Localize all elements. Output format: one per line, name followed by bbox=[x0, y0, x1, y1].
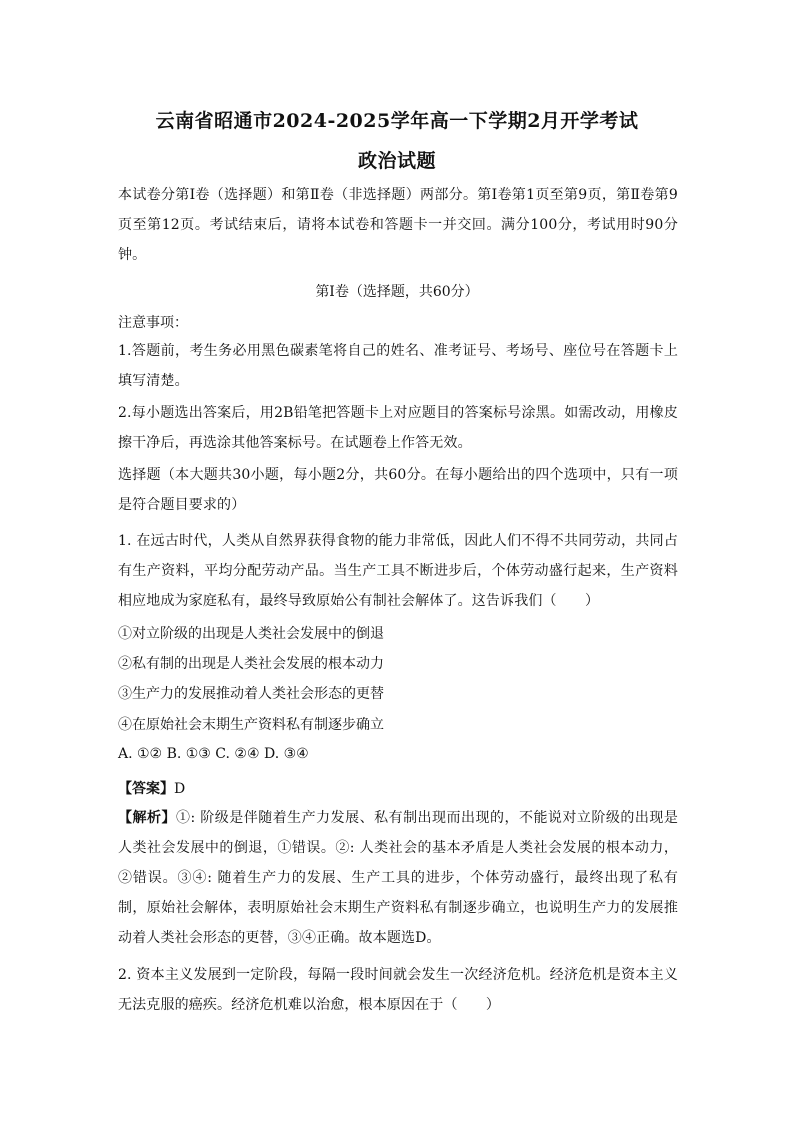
question-1-answer bbox=[118, 778, 185, 798]
note-item-2: 2.每小题选出答案后，用2B铅笔把答题卡上对应题目的答案标号涂黑。如需改动，用橡皮擦干净后，再选涂其他答案标号。在试题卷上作答无效。 bbox=[118, 405, 678, 451]
note-item-1: 1.答题前，考生务必用黑色碳素笔将自己的姓名、准考证号、考场号、座位号在答题卡上填写清楚。 bbox=[118, 343, 678, 389]
question-1-analysis bbox=[118, 803, 678, 953]
exam-title: 云南省昭通市2024-2025学年高一下学期2月开学考试 bbox=[155, 110, 639, 132]
exam-subject-title: 政治试题 bbox=[357, 150, 436, 172]
analysis-label: 【解析】 bbox=[118, 810, 176, 826]
notes-heading: 注意事项： bbox=[118, 315, 188, 331]
question-1-options: A. ①② B. ①③ C. ②④ D. ③④ bbox=[118, 746, 309, 762]
exam-intro: 本试卷分第Ⅰ卷（选择题）和第Ⅱ卷（非选择题）两部分。第Ⅰ卷第1页至第9页，第Ⅱ卷第9页至第12页。考试结束后，请将本试卷和答题卡一并交回。满分100分，考试用时90分钟。 bbox=[118, 187, 678, 263]
question-1-statement-4: ④在原始社会末期生产资料私有制逐步确立 bbox=[118, 717, 384, 733]
answer-value: D bbox=[174, 781, 186, 797]
mc-instructions: 选择题（本大题共30小题，每小题2分，共60分。在每小题给出的四个选项中，只有一项是符合题目要求的） bbox=[118, 467, 678, 513]
answer-label: 【答案】 bbox=[118, 781, 174, 797]
question-1-statement-3: ③生产力的发展推动着人类社会形态的更替 bbox=[118, 686, 384, 702]
question-1-statement-2: ②私有制的出现是人类社会发展的根本动力 bbox=[118, 656, 384, 672]
analysis-text: ①: 阶级是伴随着生产力发展、私有制出现而出现的，不能说对立阶级的出现是人类社会发展中的倒退，①错误。②: 人类社会的基本矛盾是人类社会发展的根本动力，②错误。③④: 随着生产力的发展、生产工具的进步，个体劳动盛行，最终出现了私有制，原始社会解体，表明原始社会末期生产资料私有制逐步确立，也说明生产力的发展推动着人类社会形态的更替，③④正确。故本题选D。 bbox=[118, 810, 678, 946]
section-heading: 第Ⅰ卷（选择题，共60分） bbox=[315, 284, 479, 300]
question-1-stem: 1. 在远古时代，人类从自然界获得食物的能力非常低，因此人们不得不共同劳动，共同占有生产资料，平均分配劳动产品。当生产工具不断进步后，个体劳动盛行起来，生产资料相应地成为家庭私有，最终导致原始公有制社会解体了。这告诉我们（ ） bbox=[118, 533, 678, 609]
question-2-stem: 2. 资本主义发展到一定阶段，每隔一段时间就会发生一次经济危机。经济危机是资本主义无法克服的癌疾。经济危机难以治愈，根本原因在于（ ） bbox=[118, 967, 678, 1013]
question-1-statement-1: ①对立阶级的出现是人类社会发展中的倒退 bbox=[118, 626, 384, 642]
